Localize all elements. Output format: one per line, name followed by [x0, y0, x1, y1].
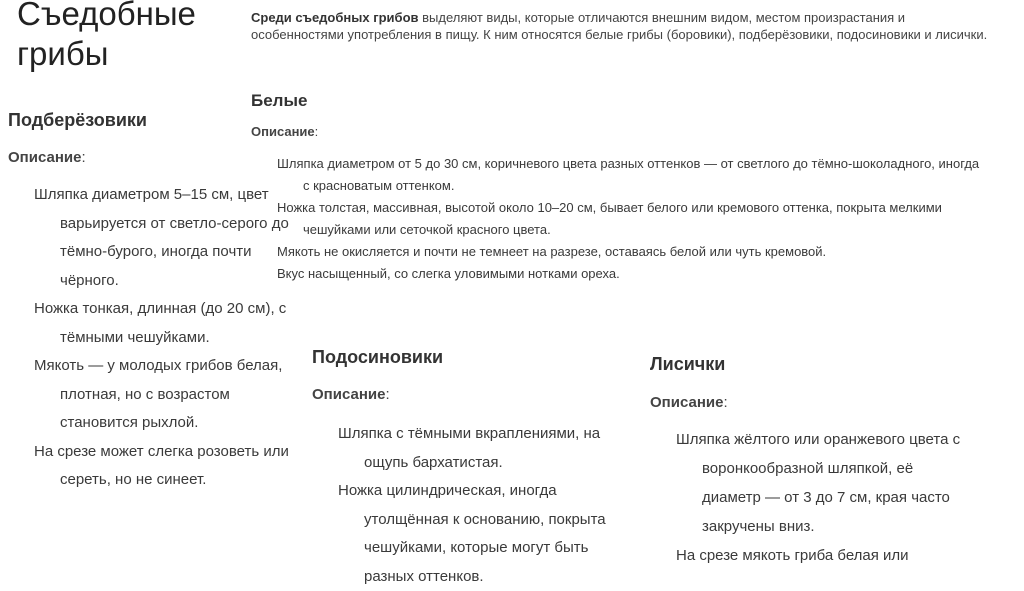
description-list-podberezoviki — [34, 181, 289, 495]
list-item: Ножка тонкая, длинная (до 20 см), с тёмными чешуйками. — [34, 300, 287, 346]
list-item: На срезе может слегка розоветь или сереть, но не синеет. — [34, 442, 289, 488]
list-item: На срезе мякоть гриба белая или — [676, 547, 909, 564]
page-title: Съедобные грибы — [17, 0, 196, 72]
list-item: Вкус насыщенный, со слегка уловимыми нотками ореха. — [277, 266, 620, 281]
list-item: Шляпка жёлтого или оранжевого цвета с воронкообразной шляпкой, её диаметр — от 3 до 7 см, края часто закручены вниз. — [676, 431, 961, 535]
description-label-belye: Описание: — [251, 124, 319, 139]
description-list-belye — [277, 153, 987, 285]
intro-paragraph — [251, 9, 991, 43]
description-label-podosinoviki: Описание: — [312, 386, 390, 403]
intro-text: выделяют виды, которые отличаются внешним видом, местом произрастания и особенностями употребления в пищу. К ним относятся белые грибы (боровики), подберёзовики, подосиновики и лисички. — [251, 10, 988, 42]
list-item: Мякоть — у молодых грибов белая, плотная, но с возрастом становится рыхлой. — [34, 357, 283, 431]
list-item: Мякоть не окисляется и почти не темнеет на разрезе, оставаясь белой или чуть кремовой. — [277, 244, 827, 259]
list-item: Ножка толстая, массивная, высотой около 10–20 см, бывает белого или кремового оттенка, покрыта мелкими чешуйками или сеточкой красного цвета. — [277, 200, 942, 237]
section-heading-podberezoviki: Подберёзовики — [8, 110, 147, 130]
list-item: Ножка цилиндрическая, иногда утолщённая к основанию, покрыта чешуйками, которые могут быть разных оттенков. — [338, 482, 606, 585]
description-label-podberezoviki: Описание: — [8, 149, 86, 166]
description-label-lisichki: Описание: — [650, 394, 728, 411]
section-heading-podosinoviki: Подосиновики — [312, 347, 444, 367]
list-item: Шляпка с тёмными вкраплениями, на ощупь бархатистая. — [338, 425, 601, 471]
list-item: Шляпка диаметром от 5 до 30 см, коричневого цвета разных оттенков — от светлого до тёмно-шоколадного, иногда с красноватым оттенком. — [277, 156, 980, 193]
section-heading-belye: Белые — [251, 91, 308, 110]
description-list-lisichki — [676, 425, 976, 570]
description-list-podosinoviki — [338, 420, 628, 591]
intro-lead: Среди съедобных грибов — [251, 10, 419, 25]
list-item: Шляпка диаметром 5–15 см, цвет варьируется от светло-серого до тёмно-бурого, иногда почти чёрного. — [34, 186, 289, 289]
section-heading-lisichki: Лисички — [650, 354, 726, 374]
